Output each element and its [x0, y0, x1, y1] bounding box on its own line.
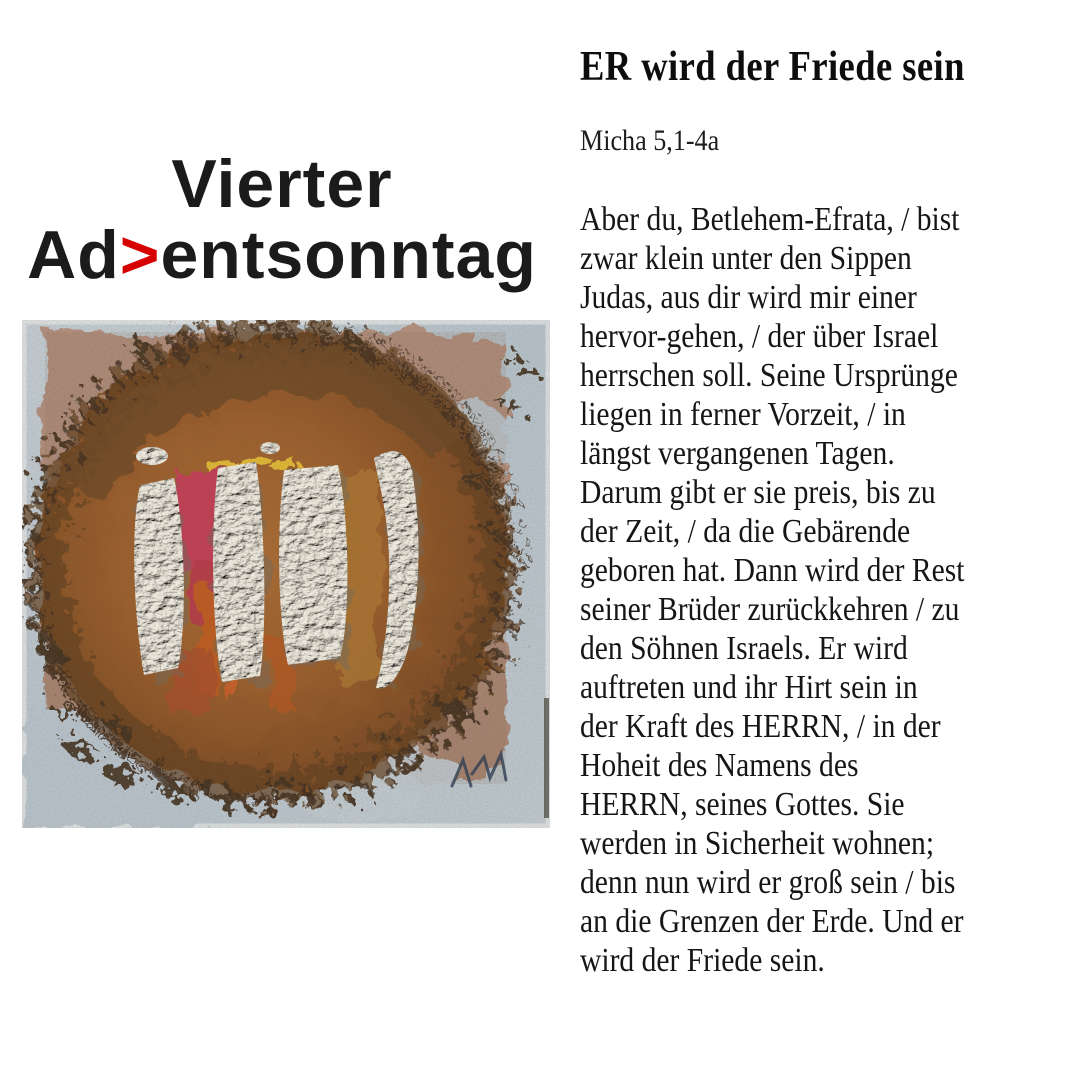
body-text-line: denn nun wird er groß sein / bis: [580, 864, 956, 901]
body-text-line: wird der Friede sein.: [580, 942, 825, 979]
body-text-line: zwar klein unter den Sippen: [580, 240, 912, 277]
body-text-line: Darum gibt er sie preis, bis zu: [580, 474, 936, 511]
title-line-2: [12, 217, 552, 293]
body-text-line: HERRN, seines Gottes. Sie: [580, 786, 905, 823]
body-text-line: an die Grenzen der Erde. Und er: [580, 903, 964, 940]
body-text-line: den Söhnen Israels. Er wird: [580, 630, 908, 667]
abstract-painting-svg: [22, 320, 550, 828]
artwork-image: [22, 320, 550, 828]
body-text-line: herrschen soll. Seine Ursprünge: [580, 357, 958, 394]
body-text-line: der Kraft des HERRN, / in der: [580, 708, 941, 745]
body-text-line: Hoheit des Namens des: [580, 747, 859, 784]
body-text-line: der Zeit, / da die Gebärende: [580, 513, 911, 550]
body-text-line: Aber du, Betlehem-Efrata, / bist: [580, 201, 960, 238]
body-text-line: werden in Sicherheit wohnen;: [580, 825, 935, 862]
photo-edge-shadow: [544, 698, 549, 818]
reading-heading: ER wird der Friede sein: [580, 44, 965, 90]
title-accent-glyph: >: [119, 217, 161, 293]
scripture-body-text: [580, 200, 964, 980]
body-text-line: liegen in ferner Vorzeit, / in: [580, 396, 906, 433]
body-text-line: hervor-gehen, / der über Israel: [580, 318, 939, 355]
body-text-line: auftreten und ihr Hirt sein in: [580, 669, 918, 706]
scripture-reference: Micha 5,1-4a: [580, 124, 720, 157]
body-text-line: längst vergangenen Tagen.: [580, 435, 895, 472]
body-text-line: seiner Brüder zurückkehren / zu: [580, 591, 960, 628]
body-text-line: geboren hat. Dann wird der Rest: [580, 552, 965, 589]
body-text-line: Judas, aus dir wird mir einer: [580, 279, 917, 316]
title-line-1: Vierter: [171, 146, 393, 222]
title-line-2-prefix: Ad: [27, 217, 120, 293]
title-line-2-suffix: entsonntag: [160, 217, 537, 293]
page-title: [12, 146, 552, 293]
reading-column: [580, 0, 1050, 1080]
